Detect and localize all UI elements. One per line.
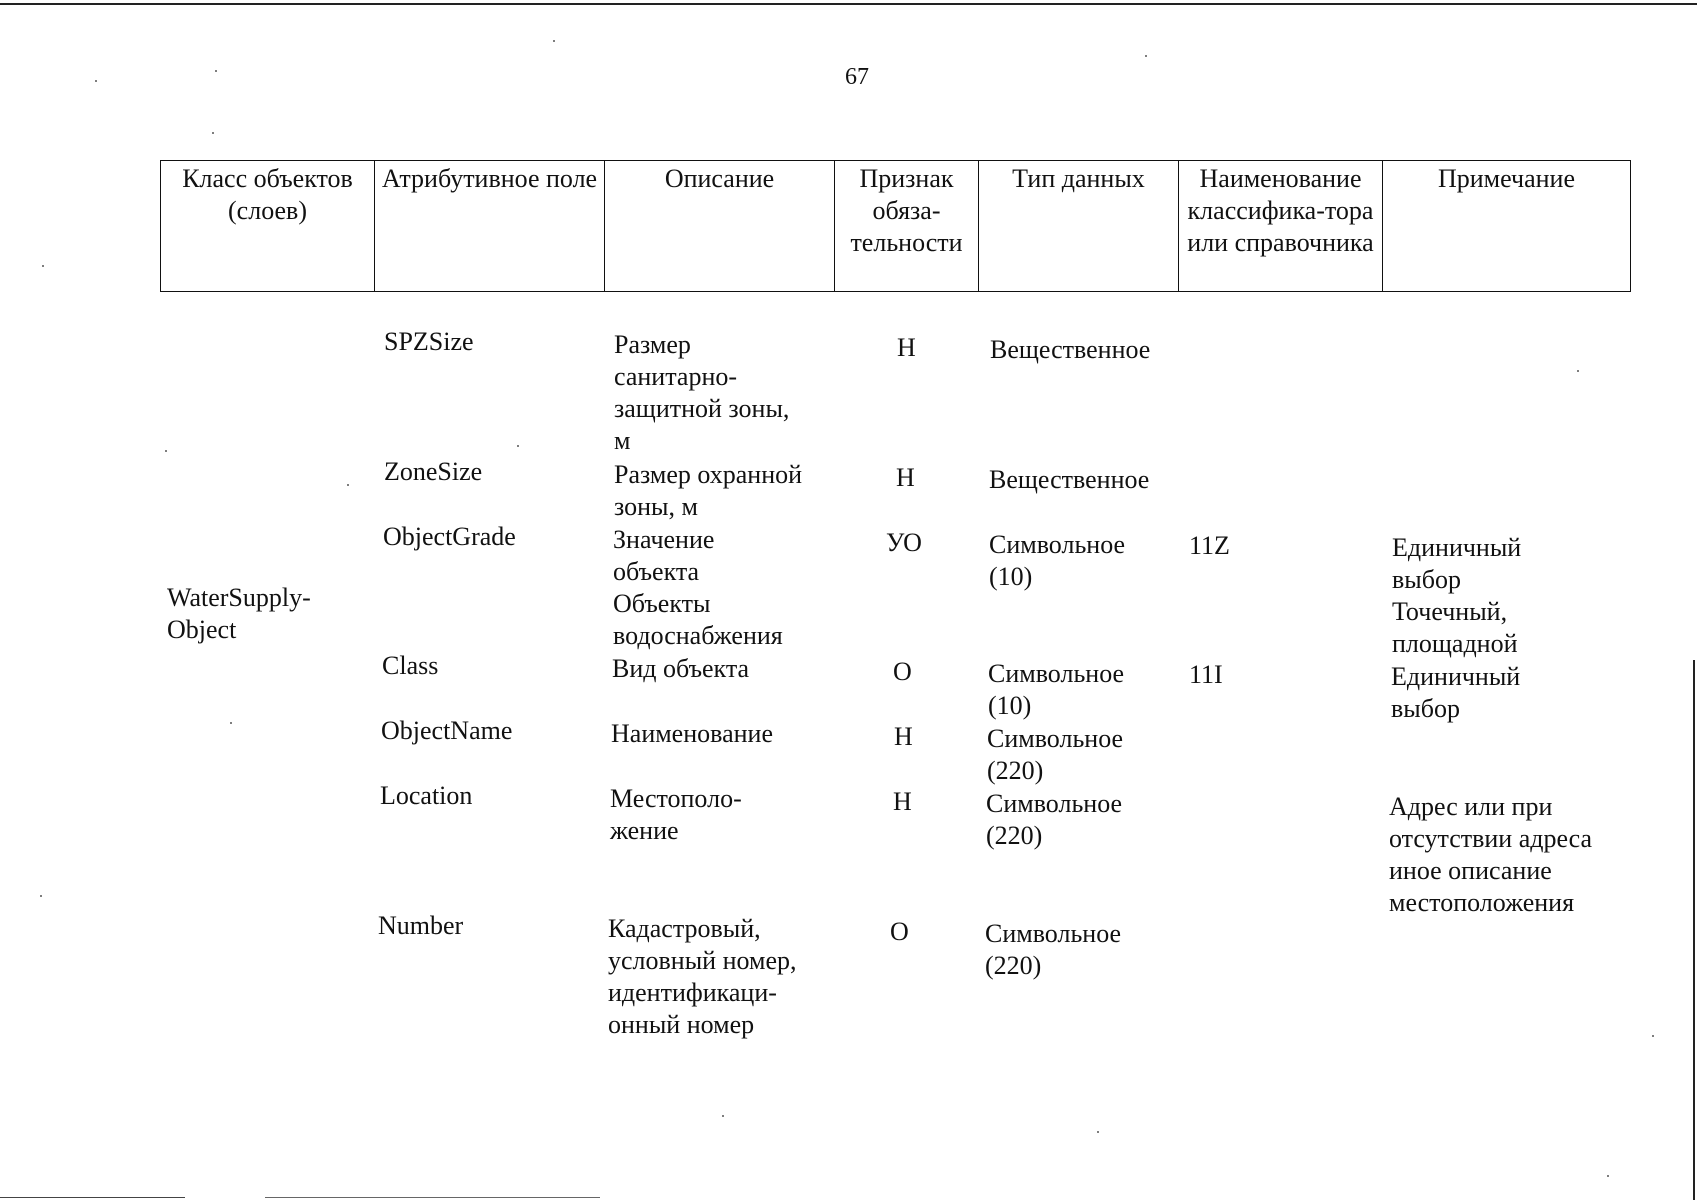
required-flag: О xyxy=(890,917,909,946)
object-class-name: WaterSupply- Object xyxy=(167,583,311,644)
scan-speck xyxy=(1652,1035,1654,1037)
data-type: Вещественное xyxy=(989,465,1150,494)
column-header-type: Тип данных xyxy=(979,161,1179,292)
attribute-field: ObjectName xyxy=(381,716,513,745)
scan-speck xyxy=(553,40,555,42)
attribute-field: ZoneSize xyxy=(384,457,483,486)
required-flag: Н xyxy=(894,722,913,751)
attribute-description: Вид объекта xyxy=(612,654,750,683)
attribute-description: Размер санитарно- защитной зоны, м xyxy=(614,330,790,455)
scan-speck xyxy=(722,1115,724,1117)
scan-speck xyxy=(347,484,349,486)
attribute-description: Значение объекта Объекты водоснабжения xyxy=(613,525,783,650)
note: Адрес или при отсутствии адреса иное описание местоположения xyxy=(1389,792,1593,917)
column-header-description: Описание xyxy=(605,161,835,292)
column-header-required: Признак обяза-тельности xyxy=(835,161,979,292)
column-header-classifier: Наименование классифика-тора или справочника xyxy=(1179,161,1383,292)
data-type: Символьное (10) xyxy=(989,530,1126,591)
attribute-description: Кадастровый, условный номер, идентификаци- онный номер xyxy=(608,914,797,1039)
table-header xyxy=(160,160,1631,292)
bottom-border-line xyxy=(265,1197,600,1198)
attribute-field: Number xyxy=(378,911,464,940)
scan-speck xyxy=(212,132,214,134)
classifier-name: 11Z xyxy=(1189,531,1230,560)
scan-speck xyxy=(1097,1131,1099,1133)
data-type: Символьное (10) xyxy=(988,659,1125,720)
scan-speck xyxy=(95,80,97,82)
required-flag: О xyxy=(893,657,912,686)
data-type: Символьное (220) xyxy=(987,724,1124,785)
data-type: Вещественное xyxy=(990,335,1151,364)
attribute-description: Размер охранной зоны, м xyxy=(614,460,803,521)
required-flag: Н xyxy=(896,463,915,492)
attribute-field: Location xyxy=(380,781,473,810)
data-type: Символьное (220) xyxy=(985,919,1122,980)
scan-speck xyxy=(42,265,44,267)
scan-speck xyxy=(40,895,42,897)
column-header-class: Класс объектов (слоев) xyxy=(161,161,375,292)
attribute-field: ObjectGrade xyxy=(383,522,516,551)
scan-speck xyxy=(517,445,519,447)
classifier-name: 11I xyxy=(1189,660,1223,689)
data-type: Символьное (220) xyxy=(986,789,1123,850)
required-flag: УО xyxy=(886,528,922,557)
scan-speck xyxy=(230,722,232,724)
bottom-border-line xyxy=(0,1197,185,1198)
column-header-note: Примечание xyxy=(1383,161,1631,292)
page-number: 67 xyxy=(845,64,869,90)
note: Единичный выбор Точечный, площадной xyxy=(1392,533,1522,658)
attribute-field: SPZSize xyxy=(384,327,474,356)
scan-speck xyxy=(1145,55,1147,57)
scan-speck xyxy=(1607,1175,1609,1177)
attribute-description: Наименование xyxy=(611,719,773,748)
scan-speck xyxy=(1577,370,1579,372)
column-header-field: Атрибутивное поле xyxy=(375,161,605,292)
attribute-description: Местополо- жение xyxy=(610,784,742,845)
required-flag: Н xyxy=(893,787,912,816)
scan-speck xyxy=(215,70,217,72)
top-border-line xyxy=(0,3,1697,5)
scan-speck xyxy=(165,450,167,452)
attribute-field: Class xyxy=(382,651,439,680)
required-flag: Н xyxy=(897,333,916,362)
note: Единичный выбор xyxy=(1391,662,1521,723)
right-border-line xyxy=(1693,660,1695,1200)
